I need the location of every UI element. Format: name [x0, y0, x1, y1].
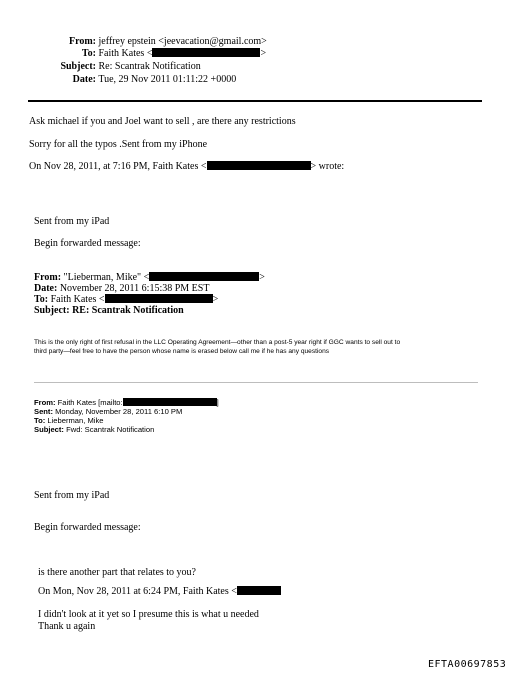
fwd2-sent-row [34, 407, 182, 416]
fwd2-subject-row [34, 425, 154, 434]
body-line-3 [29, 161, 344, 173]
to-value: Faith Kates < [98, 48, 153, 59]
fwd1-message-line-2: third party—feel free to have the person whose name is erased below call me if he has any questions [34, 348, 330, 355]
begin-forwarded-2: Begin forwarded message: [34, 522, 141, 533]
fwd2-sent-label: Sent: [34, 407, 53, 416]
reply-intro: On Nov 28, 2011, at 7:16 PM, Faith Kates < [29, 161, 207, 172]
fwd2-subject-value: Fwd: Scantrak Notification [66, 425, 155, 434]
begin-forwarded-1: Begin forwarded message: [34, 238, 141, 249]
fwd1-date-label: Date: [34, 283, 58, 294]
redaction-bar [149, 272, 259, 281]
redaction-bar [123, 398, 217, 406]
redaction-bar [152, 48, 260, 57]
header-to-row [30, 48, 266, 60]
fwd2-from-label: From: [34, 398, 56, 407]
document-id: EFTA00697853 [428, 659, 507, 670]
date-label: Date: [72, 74, 96, 85]
question-line: is there another part that relates to you? [38, 567, 196, 578]
fwd1-date-value: November 28, 2011 6:15:38 PM EST [59, 283, 210, 294]
on-mon-line [38, 586, 281, 598]
redaction-bar [105, 294, 213, 303]
fwd1-from-value: "Lieberman, Mike" < [63, 272, 150, 283]
fwd1-from-label: From: [34, 272, 62, 283]
redaction-bar [207, 161, 311, 170]
fwd2-from-close: ] [216, 398, 219, 407]
header-date-row [30, 74, 236, 86]
header-from-row [30, 36, 267, 48]
fwd2-from-row [34, 398, 219, 407]
fwd1-message-line-1: This is the only right of first refusal in the LLC Operating Agreement—other than a post-5 year right if GGC wants to sell out to [34, 339, 401, 346]
subject-label: Subject: [60, 61, 96, 72]
reply-line-1: I didn't look at it yet so I presume this is what u needed [38, 609, 259, 620]
header-subject-row [30, 61, 201, 73]
message-divider [34, 382, 478, 383]
fwd1-subject-row [34, 305, 184, 317]
fwd2-subject-label: Subject: [34, 425, 64, 434]
fwd2-from-value: Faith Kates [mailto: [57, 398, 123, 407]
to-label: To: [81, 48, 96, 59]
header-divider [28, 100, 482, 102]
sent-from-ipad-1: Sent from my iPad [34, 216, 110, 227]
fwd2-sent-value: Monday, November 28, 2011 6:10 PM [55, 407, 183, 416]
reply-line-2: Thank u again [38, 621, 96, 632]
reply-intro-end: > wrote: [310, 161, 345, 172]
from-label: From: [68, 36, 96, 47]
fwd1-subject-label: Subject: [34, 305, 70, 316]
fwd2-to-value: Lieberman, Mike [47, 416, 104, 425]
subject-value: Re: Scantrak Notification [98, 61, 201, 72]
date-value: Tue, 29 Nov 2011 01:11:22 +0000 [98, 74, 237, 85]
on-mon-text: On Mon, Nov 28, 2011 at 6:24 PM, Faith Kates < [38, 586, 237, 597]
from-value: jeffrey epstein <jeevacation@gmail.com> [98, 36, 267, 47]
body-line-1: Ask michael if you and Joel want to sell , are there any restrictions [29, 116, 296, 127]
fwd2-to-label: To: [34, 416, 46, 425]
fwd1-to-value: Faith Kates < [50, 294, 105, 305]
fwd1-subject-value: RE: Scantrak Notification [72, 305, 184, 316]
fwd2-to-row [34, 416, 104, 425]
to-close: > [260, 48, 267, 59]
body-line-2: Sorry for all the typos .Sent from my iPhone [29, 139, 208, 150]
sent-from-ipad-2: Sent from my iPad [34, 490, 110, 501]
fwd1-to-label: To: [34, 294, 49, 305]
fwd1-to-close: > [212, 294, 219, 305]
fwd1-from-close: > [259, 272, 265, 283]
redaction-bar [237, 586, 281, 595]
